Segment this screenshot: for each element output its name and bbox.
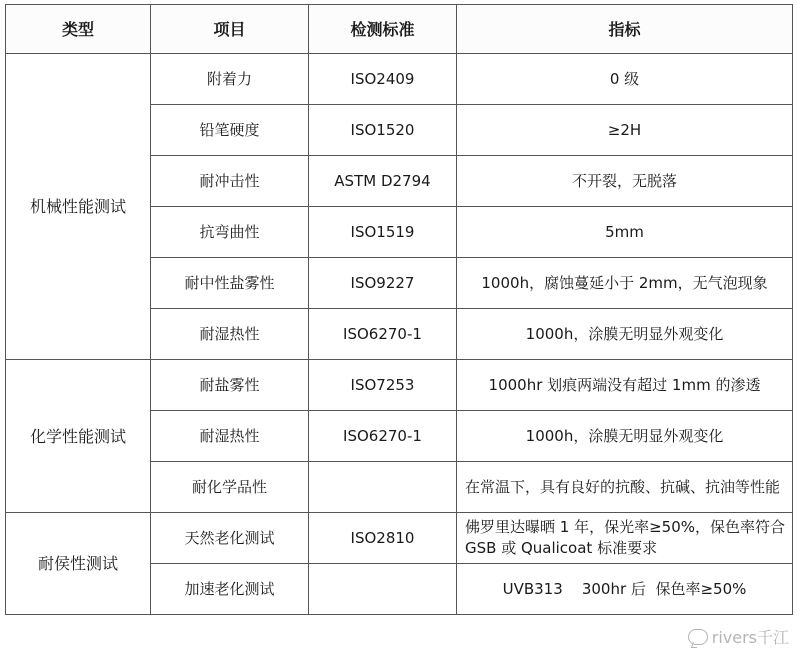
standard-cell: ISO6270-1	[309, 411, 457, 462]
indicator-cell: 0 级	[457, 54, 793, 105]
item-cell: 耐湿热性	[151, 411, 309, 462]
indicator-cell: 1000h，涂膜无明显外观变化	[457, 411, 793, 462]
item-cell: 铅笔硬度	[151, 105, 309, 156]
spec-table	[5, 4, 793, 615]
standard-cell	[309, 564, 457, 615]
item-cell: 耐中性盐雾性	[151, 258, 309, 309]
header-type: 类型	[6, 5, 151, 54]
table-row	[6, 360, 793, 411]
standard-cell: ISO7253	[309, 360, 457, 411]
header-item: 项目	[151, 5, 309, 54]
category-weathering: 耐侯性测试	[6, 513, 151, 615]
indicator-cell: 佛罗里达曝晒 1 年，保光率≥50%，保色率符合 GSB 或 Qualicoat 标准要求	[457, 513, 793, 564]
watermark	[688, 625, 789, 648]
item-cell: 耐化学品性	[151, 462, 309, 513]
standard-cell: ISO1519	[309, 207, 457, 258]
item-cell: 加速老化测试	[151, 564, 309, 615]
watermark-text: rivers千江	[711, 628, 789, 647]
standard-cell: ISO6270-1	[309, 309, 457, 360]
item-cell: 耐湿热性	[151, 309, 309, 360]
standard-cell: ISO1520	[309, 105, 457, 156]
table-row	[6, 513, 793, 564]
standard-cell: ASTM D2794	[309, 156, 457, 207]
item-cell: 耐冲击性	[151, 156, 309, 207]
item-cell: 耐盐雾性	[151, 360, 309, 411]
header-standard: 检测标准	[309, 5, 457, 54]
indicator-cell: 不开裂，无脱落	[457, 156, 793, 207]
standard-cell: ISO2810	[309, 513, 457, 564]
indicator-cell: UVB313 300hr 后 保色率≥50%	[457, 564, 793, 615]
category-chemical: 化学性能测试	[6, 360, 151, 513]
standard-cell: ISO9227	[309, 258, 457, 309]
indicator-cell: ≥2H	[457, 105, 793, 156]
indicator-cell: 在常温下，具有良好的抗酸、抗碱、抗油等性能	[457, 462, 793, 513]
header-row	[6, 5, 793, 54]
standard-cell	[309, 462, 457, 513]
table-row	[6, 54, 793, 105]
indicator-cell: 1000h，腐蚀蔓延小于 2mm，无气泡现象	[457, 258, 793, 309]
item-cell: 天然老化测试	[151, 513, 309, 564]
category-mechanical: 机械性能测试	[6, 54, 151, 360]
standard-cell: ISO2409	[309, 54, 457, 105]
item-cell: 附着力	[151, 54, 309, 105]
item-cell: 抗弯曲性	[151, 207, 309, 258]
indicator-cell: 5mm	[457, 207, 793, 258]
indicator-cell: 1000h，涂膜无明显外观变化	[457, 309, 793, 360]
chat-bubble-icon	[688, 629, 708, 645]
header-indicator: 指标	[457, 5, 793, 54]
indicator-cell: 1000hr 划痕两端没有超过 1mm 的渗透	[457, 360, 793, 411]
